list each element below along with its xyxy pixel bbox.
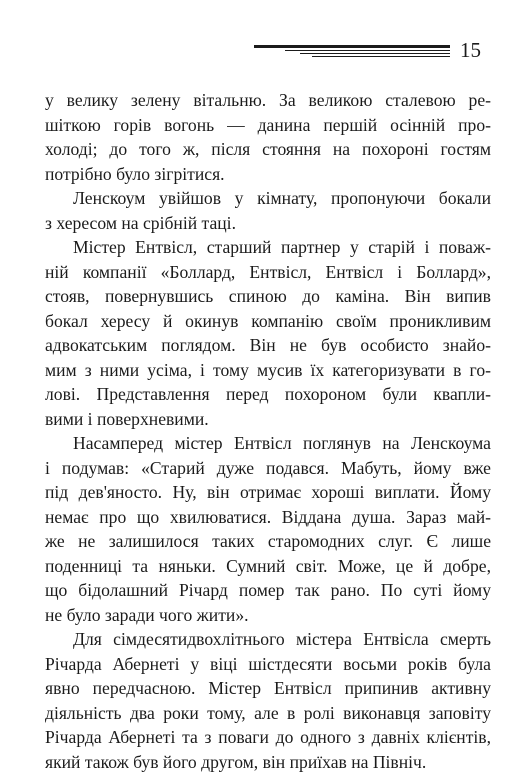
text-line: не було заради чого жити». [45,604,249,625]
text-line: з хересом на срібній таці. [45,212,236,233]
text-line: під дев'яносто. Ну, він отримає хороші виплати. Йому [45,482,491,502]
text-line: який також був його другом, він приїхав на Північ. [45,751,427,772]
text-line: шіткою горів вогонь — данина першій осінній про- [45,114,491,135]
text-line: явно передчасною. Містер Ентвісл припинив активну [45,678,491,698]
text-line: Містер Ентвісл, старший партнер у старій і поваж- [73,237,491,257]
paragraph [45,431,491,627]
header-rule [300,53,450,54]
text-line: Річарда Абернеті та з поваги до одного з давніх клієнтів, [45,727,491,747]
text-line: холоді; до того ж, після стояння на похороні гостям [45,139,491,159]
paragraph [45,235,491,431]
text-line: адвокатським поглядом. Він не був особисто знайо- [45,335,491,355]
text-line: потрібно було зігрітися. [45,163,225,184]
header-rule [254,45,450,48]
text-line: Ленскоум увійшов у кімнату, пропонуючи бокали [73,188,491,208]
text-line: що бідолашний Річард помер так рано. По суті йому [45,580,491,600]
text-line: Насамперед містер Ентвісл поглянув на Ленскоума [73,433,491,453]
text-line: поденниці та няньки. Сумний світ. Може, це й добре, [45,555,491,576]
text-line: і подумав: «Старий дуже подався. Мабуть, йому вже [45,457,491,478]
body-text [45,88,491,774]
text-line: вими і поверхневими. [45,408,209,429]
text-line: діяльність два роки тому, але в ролі виконавця заповіту [45,702,491,723]
text-line: у велику зелену вітальню. За великою сталевою ре- [45,90,491,110]
page-header [0,38,531,66]
text-line: стояв, повернувшись спиною до каміна. Він випив [45,286,491,306]
header-rule [312,56,450,57]
header-rule [285,50,450,51]
text-line: немає про що хвилюватися. Віддана душа. Зараз май- [45,506,491,527]
text-line: бокал хересу й окинув компанію своїм проникливим [45,310,491,331]
paragraph [45,88,491,186]
text-line: Річарда Абернеті у віці шістдесяти восьми років була [45,653,491,674]
text-line: Для сімдесятидвохлітнього містера Ентвісла смерть [73,629,491,649]
text-line: мим з ними усіма, і тому мусив їх категоризувати в го- [45,359,491,380]
page-number: 15 [460,38,481,62]
paragraph [45,627,491,774]
text-line: лові. Представлення перед похороном були квапли- [45,384,491,404]
text-line: же не залишилося таких старомодних слуг. Є лише [45,531,491,551]
text-line: ній компанії «Боллард, Ентвісл, Ентвісл і Боллард», [45,261,491,282]
paragraph [45,186,491,235]
